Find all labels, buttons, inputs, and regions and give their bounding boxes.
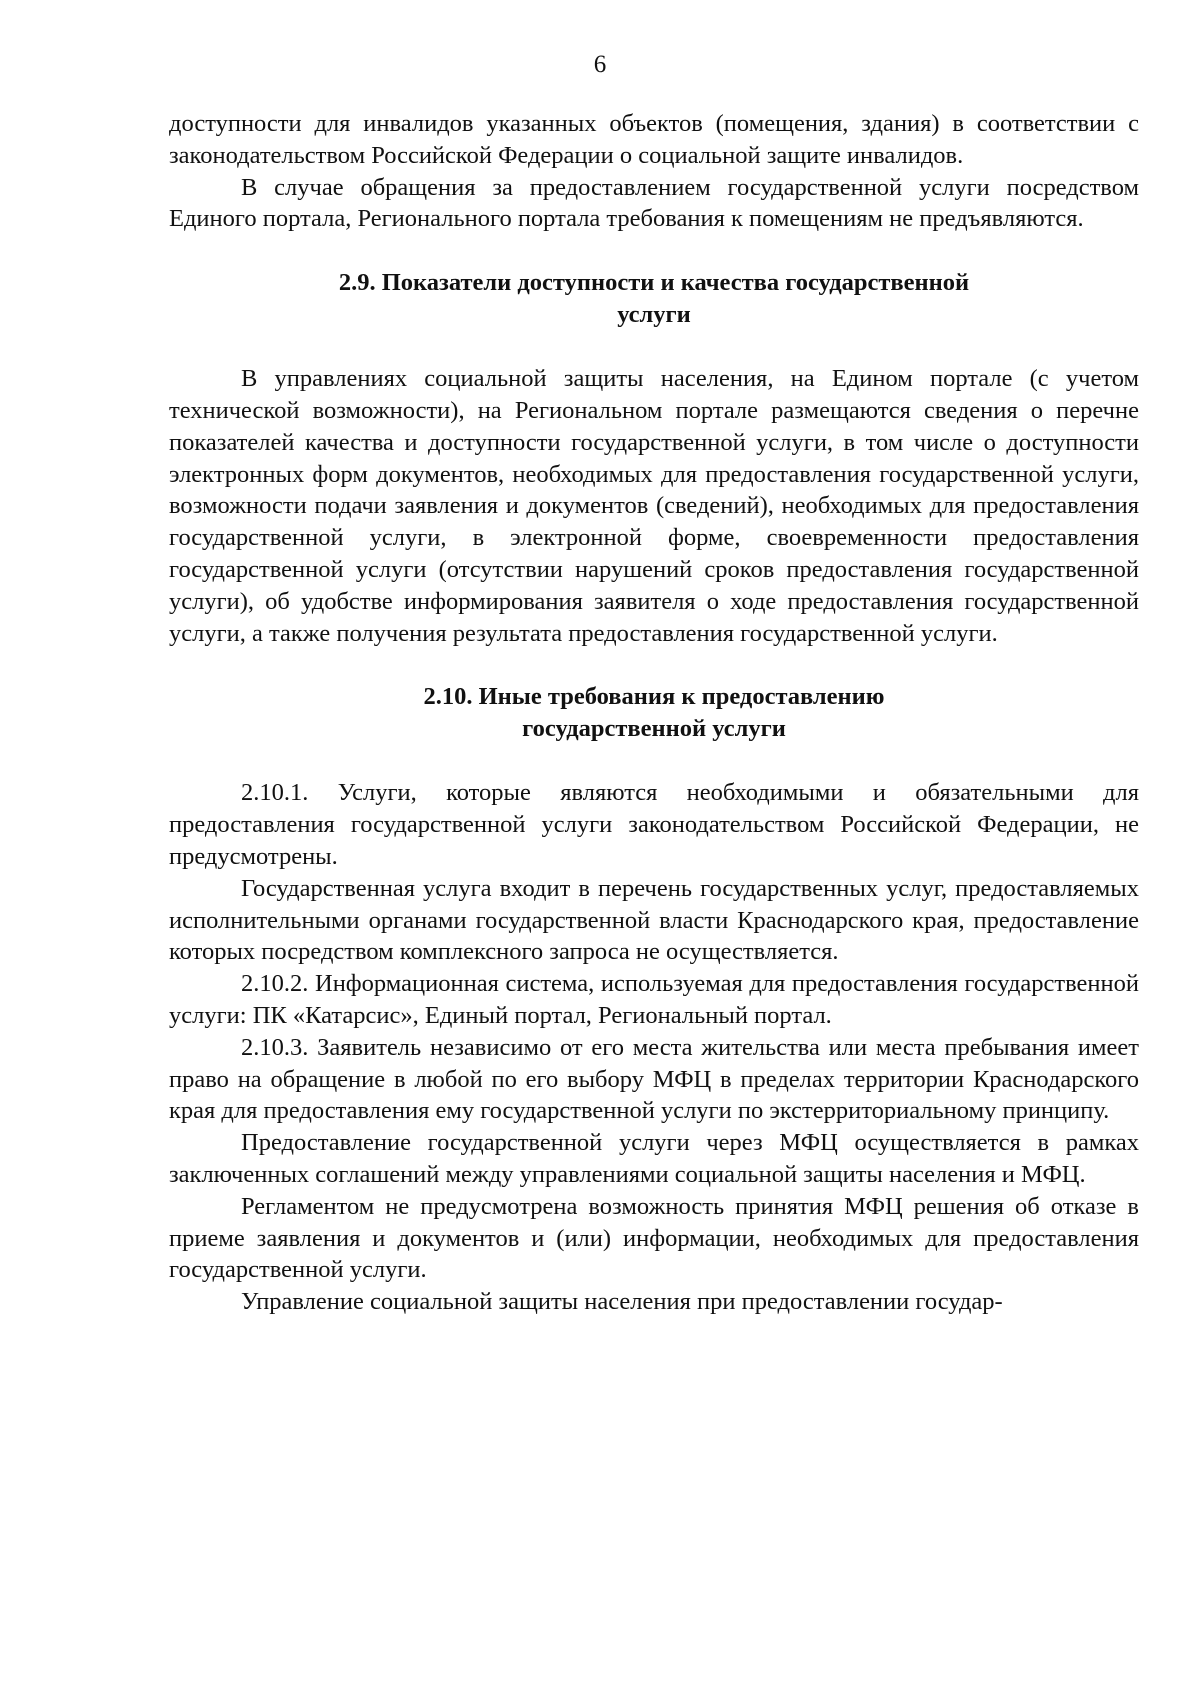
- paragraph-2-10-3: 2.10.3. Заявитель независимо от его места жительства или места пребывания имеет право на обращение в любой по его выбору МФЦ в пределах территории Краснодарского края для предоставления ему государственной услуги по экстерриториальному принципу.: [169, 1033, 1139, 1125]
- paragraph-complex-request: Государственная услуга входит в перечень государственных услуг, предоставляемых исполнительными органами государственной власти Краснодарского края, предоставление которых посредством комплексного запроса не осуществляется.: [169, 874, 1139, 966]
- paragraph-social-protection-continued: Управление социальной защиты населения при предоставлении государ-: [241, 1288, 1003, 1316]
- paragraph-2-10-1: 2.10.1. Услуги, которые являются необходимыми и обязательными для предоставления государственной услуги законодательством Российской Федерации, не предусмотрены.: [169, 779, 1139, 870]
- section-heading-2-9-line1: 2.9. Показатели доступности и качества государственной: [338, 269, 970, 297]
- paragraph-quality-indicators: В управлениях социальной защиты населения, на Едином портале (с учетом технической возможности), на Региональном портале размещаются сведения о перечне показателей качества и доступности государственной услуги, в том числе о доступности электронных форм документов, необходимых для предоставления государственной услуги, возможности подачи заявления и документов (сведений), необходимых для предоставления государственной услуги, в электронной форме, своевременности предоставления государственной услуги (отсутствии нарушений сроков предоставления государственной услуги), об удобстве информирования заявителя о ходе предоставления государственной услуги, а также получения результата предоставления государственной услуги.: [169, 365, 1139, 647]
- section-heading-2-10: [169, 681, 1139, 745]
- section-heading-2-10-line2: государственной услуги: [522, 715, 786, 743]
- section-heading-2-10-line1: 2.10. Иные требования к предоставлению: [423, 683, 885, 711]
- paragraph-mfc-agreements: Предоставление государственной услуги через МФЦ осуществляется в рамках заключенных соглашений между управлениями социальной защиты населения и МФЦ.: [169, 1129, 1139, 1188]
- section-heading-2-9: [169, 267, 1139, 331]
- paragraph-portal-requirements: В случае обращения за предоставлением государственной услуги посредством Единого портала, Регионального портала требования к помещениям не предъявляются.: [169, 173, 1139, 233]
- document-body: [169, 108, 1139, 1318]
- section-heading-2-9-line2: услуги: [617, 301, 691, 329]
- paragraph-mfc-refusal: Регламентом не предусмотрена возможность принятия МФЦ решения об отказе в приеме заявления и документов и (или) информации, необходимых для предоставления государственной услуги.: [169, 1192, 1139, 1284]
- page-number: 6: [593, 51, 607, 78]
- paragraph-accessibility-continuation: доступности для инвалидов указанных объектов (помещения, здания) в соответствии с законодательством Российской Федерации о социальной защите инвалидов.: [169, 110, 1139, 169]
- paragraph-2-10-2: 2.10.2. Информационная система, используемая для предоставления государственной услуги: ПК «Катарсис», Единый портал, Региональный портал.: [169, 970, 1139, 1029]
